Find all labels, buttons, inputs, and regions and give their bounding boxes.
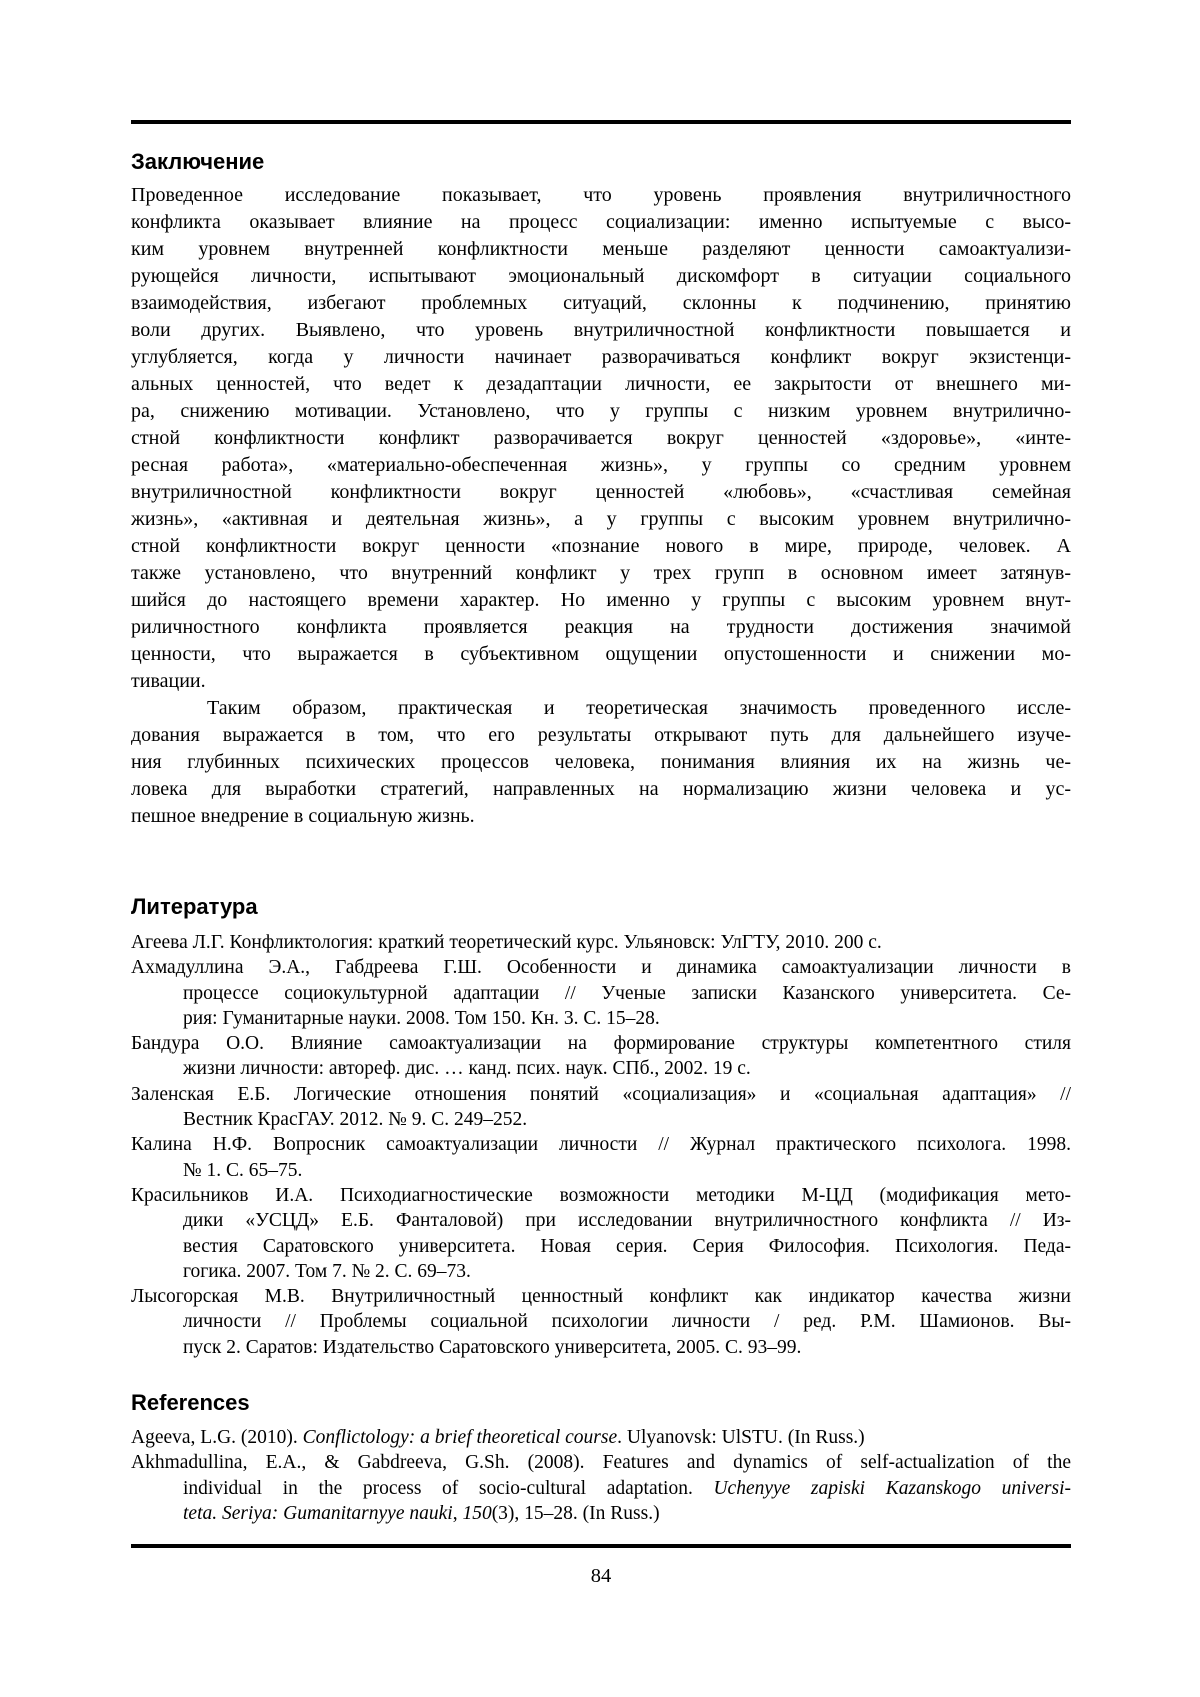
text-line: ния глубинных психических процессов человека, понимания влияния их на жизнь че- [131, 751, 1071, 773]
reference-entry [131, 1425, 1071, 1450]
text-line: пешное внедрение в социальную жизнь. [131, 805, 475, 827]
text-line: ресная работа», «материально-обеспеченная жизнь», у группы со средним уровнем [131, 454, 1071, 476]
text-line: риличностного конфликта проявляется реакция на трудности достижения значимой [131, 616, 1071, 638]
reference-entry [131, 1132, 1071, 1183]
references-heading: References [131, 1390, 250, 1416]
text-line: № 1. С. 65–75. [183, 1159, 303, 1181]
reference-entry [131, 1284, 1071, 1360]
text-line: пуск 2. Саратов: Издательство Саратовского университета, 2005. С. 93–99. [183, 1336, 802, 1358]
text-line: углубляется, когда у личности начинает разворачиваться конфликт вокруг экзистенци- [131, 346, 1071, 368]
text-line: Лысогорская М.В. Внутриличностный ценностный конфликт как индикатор качества жизни [131, 1286, 1071, 1308]
page-content [131, 0, 1071, 1589]
text-line: внутриличностной конфликтности вокруг ценностей «любовь», «счастливая семейная [131, 481, 1071, 503]
text-line: стной конфликтности вокруг ценности «познание нового в мире, природе, человек. А [131, 535, 1071, 557]
text-line: вестия Саратовского университета. Новая серия. Серия Философия. Психология. Педа- [183, 1235, 1071, 1257]
text-line: альных ценностей, что ведет к дезадаптации личности, ее закрытости от внешнего ми- [131, 373, 1071, 395]
text-line: Akhmadullina, E.A., & Gabdreeva, G.Sh. (2008). Features and dynamics of self-actualization of the [131, 1452, 1071, 1474]
text-line: Вестник КрасГАУ. 2012. № 9. С. 249–252. [183, 1109, 528, 1131]
text-line: Ахмадуллина Э.А., Габдреева Г.Ш. Особенности и динамика самоактуализации личности в [131, 957, 1071, 979]
text-line: дования выражается в том, что его результаты открывают путь для дальнейшего изуче- [131, 724, 1071, 746]
text-line: дики «УСЦД» Е.Б. Фанталовой) при исследовании внутриличностного конфликта // Из- [183, 1210, 1071, 1232]
text-line: Проведенное исследование показывает, что уровень проявления внутриличностного [131, 184, 1071, 206]
text-line: конфликта оказывает влияние на процесс социализации: именно испытуемые с высо- [131, 211, 1071, 233]
english-reference-list [131, 1425, 1071, 1526]
reference-entry [131, 1082, 1071, 1133]
text-line: жизни личности: автореф. дис. … канд. псих. наук. СПб., 2002. 19 с. [183, 1058, 751, 1080]
text-line: личности // Проблемы социальной психологии личности / ред. Р.М. Шамионов. Вы- [183, 1311, 1071, 1333]
text-line: жизнь», «активная и деятельная жизнь», а у группы с высоким уровнем внутрилично- [131, 508, 1071, 530]
text-line: Заленская Е.Б. Логические отношения понятий «социализация» и «социальная адаптация» // [131, 1083, 1071, 1105]
literature-heading: Литература [131, 894, 258, 919]
reference-entry [131, 1183, 1071, 1284]
reference-entry [131, 930, 1071, 955]
reference-entry [131, 1031, 1071, 1082]
literature-reference-list [131, 930, 1071, 1360]
text-line: ким уровнем внутренней конфликтности меньше разделяют ценности самоактуализи- [131, 238, 1071, 260]
text-line: взаимодействия, избегают проблемных ситуаций, склонны к подчинению, принятию [131, 292, 1071, 314]
text-line: Красильников И.А. Психодиагностические возможности методики М-ЦД (модификация мето- [131, 1184, 1071, 1206]
reference-entry [131, 1450, 1071, 1526]
text-line: стной конфликтности конфликт разворачивается вокруг ценностей «здоровье», «инте- [131, 427, 1071, 449]
text-line: Таким образом, практическая и теоретическая значимость проведенного иссле- [207, 697, 1071, 719]
conclusion-paragraph-1 [131, 182, 1071, 695]
conclusion-heading: Заключение [131, 149, 265, 174]
conclusion-paragraph-2 [131, 695, 1071, 830]
text-line: рующейся личности, испытывают эмоциональный дискомфорт в ситуации социального [131, 265, 1071, 287]
text-line: гогика. 2007. Том 7. № 2. С. 69–73. [183, 1260, 471, 1282]
text-line: воли других. Выявлено, что уровень внутриличностной конфликтности повышается и [131, 319, 1071, 341]
text-line: ценности, что выражается в субъективном ощущении опустошенности и снижении мо- [131, 643, 1071, 665]
reference-entry [131, 955, 1071, 1031]
text-line: ловека для выработки стратегий, направленных на нормализацию жизни человека и ус- [131, 778, 1071, 800]
text-line: шийся до настоящего времени характер. Но именно у группы с высоким уровнем внут- [131, 589, 1071, 611]
text-line: также установлено, что внутренний конфликт у трех групп в основном имеет затянув- [131, 562, 1071, 584]
text-line: процессе социокультурной адаптации // Ученые записки Казанского университета. Се- [183, 982, 1071, 1004]
text-line: Агеева Л.Г. Конфликтология: краткий теоретический курс. Ульяновск: УлГТУ, 2010. 200 с. [131, 932, 882, 953]
text-line: teta. Seriya: Gumanitarnyye nauki, 150(3), 15–28. (In Russ.) [183, 1502, 660, 1524]
text-line: Ageeva, L.G. (2010). Conflictology: a brief theoretical course. Ulyanovsk: UlSTU. (In Russ.) [131, 1427, 865, 1449]
text-line: Калина Н.Ф. Вопросник самоактуализации личности // Журнал практического психолога. 1998. [131, 1134, 1071, 1156]
text-line: ра, снижению мотивации. Установлено, что у группы с низким уровнем внутрилично- [131, 400, 1071, 422]
page-number: 84 [590, 1565, 612, 1588]
text-line: рия: Гуманитарные науки. 2008. Том 150. Кн. 3. С. 15–28. [183, 1007, 660, 1029]
text-line: individual in the process of socio-cultural adaptation. Uchenyye zapiski Kazanskogo universi- [183, 1477, 1071, 1499]
top-rule [131, 120, 1071, 124]
text-line: тивации. [131, 670, 206, 692]
text-line: Бандура О.О. Влияние самоактуализации на формирование структуры компетентного стиля [131, 1033, 1071, 1055]
bottom-rule [131, 1544, 1071, 1548]
